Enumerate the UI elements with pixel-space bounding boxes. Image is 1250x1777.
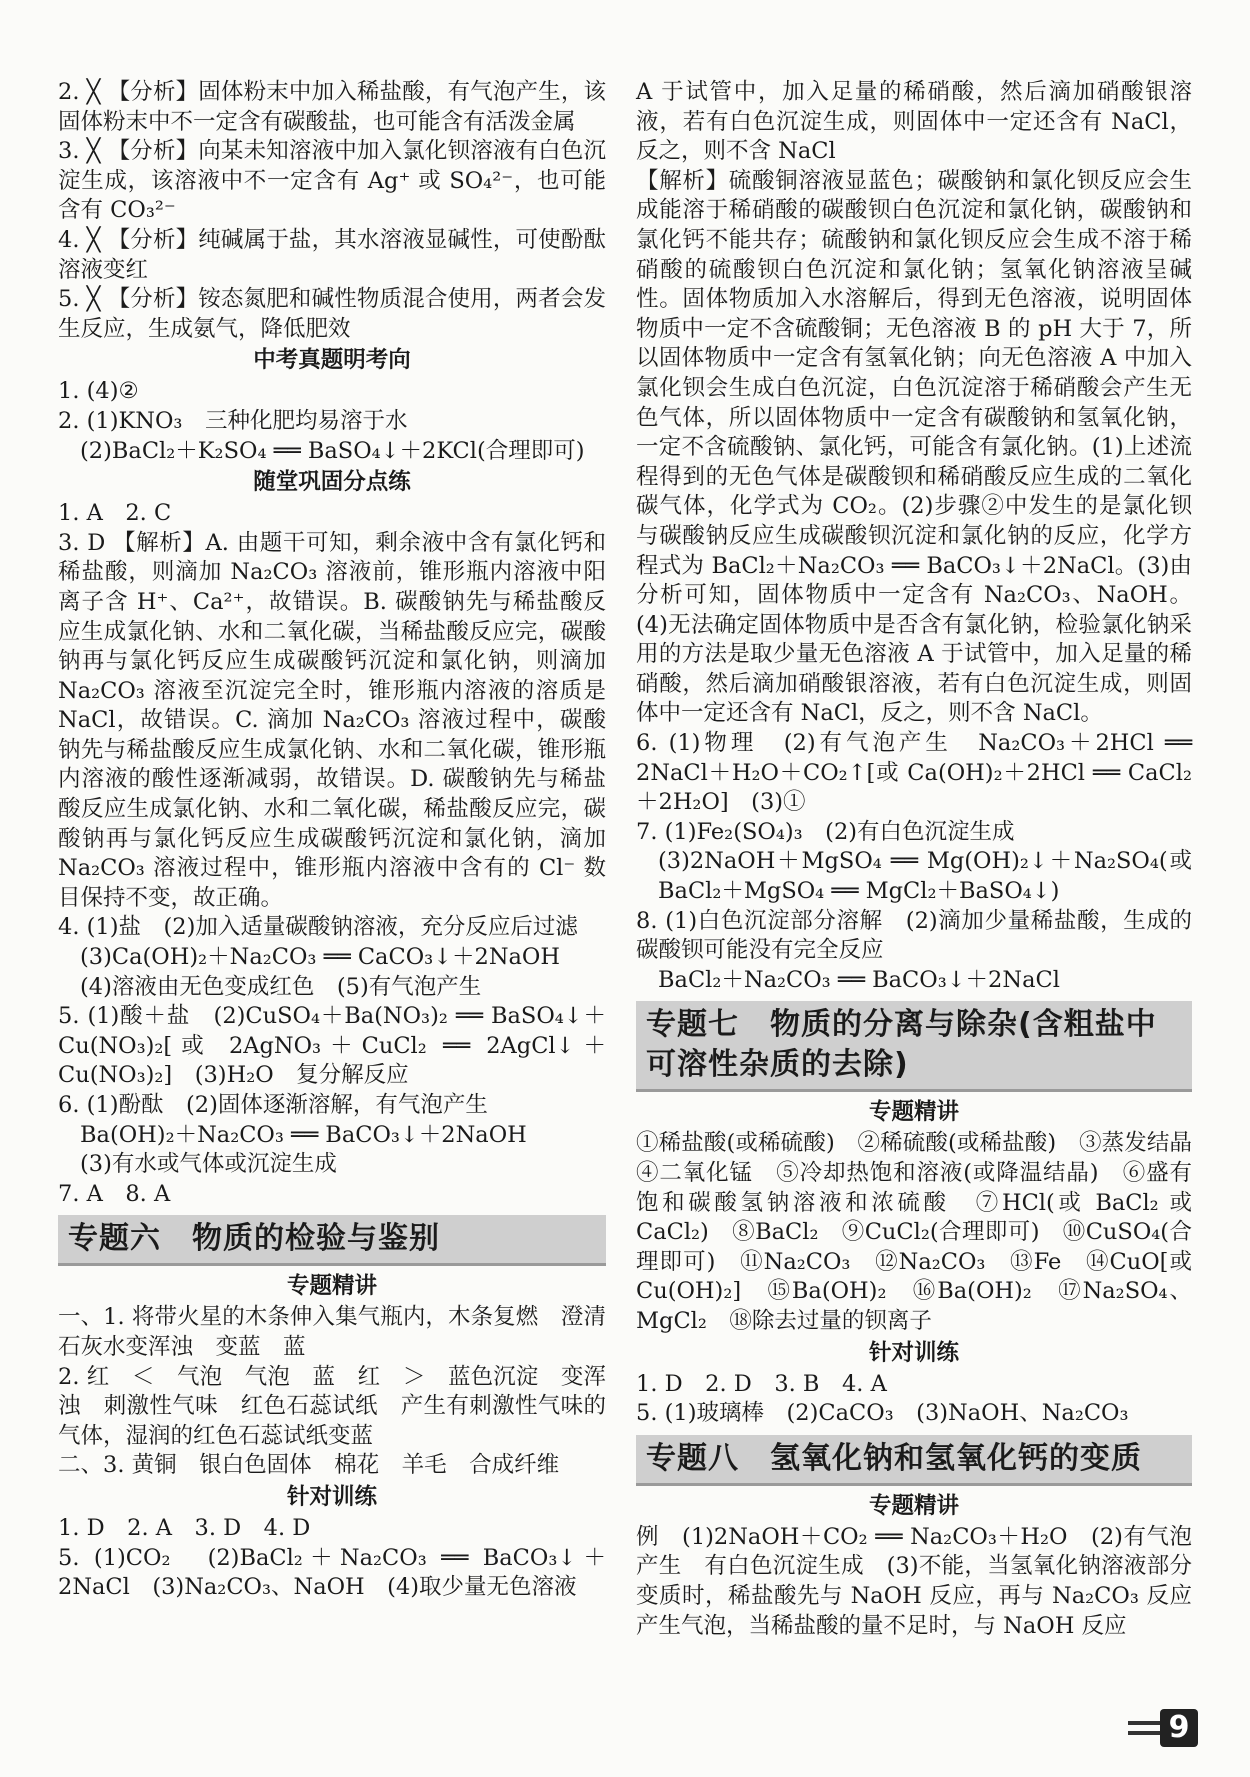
answer-paragraph: 1. A 2. C bbox=[58, 500, 172, 527]
right-column bbox=[636, 78, 1215, 1641]
answer-paragraph: ①稀盐酸(或稀硫酸) ②稀硫酸(或稀盐酸) ③蒸发结晶 ④二氧化锰 ⑤冷却热饱和溶液(或降温结晶) ⑥盛有饱和碳酸氢钠溶液和浓硫酸 ⑦HCl(或 BaCl₂ 或 CaCl₂) ⑧BaCl₂ ⑨CuCl₂(合理即可) ⑩CuSO₄(合理即可) ⑪Na₂CO₃ ⑫Na₂CO₃ ⑬Fe ⑭CuO[或Cu(OH)₂] ⑮Ba(OH)₂ ⑯Ba(OH)₂ ⑰Na₂SO₄、MgCl₂ ⑱除去过量的钡离子 bbox=[636, 1130, 1215, 1334]
answer-paragraph: 一、1. 将带火星的木条伸入集气瓶内，木条复燃 澄清石灰水变浑浊 变蓝 蓝 bbox=[58, 1304, 606, 1360]
answer-paragraph: 1. D 2. A 3. D 4. D bbox=[58, 1514, 311, 1541]
answer-paragraph: BaCl₂＋Na₂CO₃ ══ BaCO₃↓＋2NaCl bbox=[658, 966, 1060, 993]
subsection-heading: 针对训练 bbox=[286, 1483, 377, 1510]
subsection-heading: 专题精讲 bbox=[868, 1492, 959, 1519]
subsection-heading: 随堂巩固分点练 bbox=[253, 469, 411, 496]
answer-paragraph: 4. (1)盐 (2)加入适量碳酸钠溶液，充分反应后过滤 bbox=[58, 914, 578, 941]
page-number-decor bbox=[1128, 1731, 1160, 1735]
section-banner: 专题八 氢氧化钠和氢氧化钙的变质 bbox=[636, 1435, 1192, 1486]
answer-paragraph: A 于试管中，加入足量的稀硝酸，然后滴加硝酸银溶液，若有白色沉淀生成，则固体中一定还含有 NaCl，反之，则不含 NaCl bbox=[636, 79, 1192, 165]
page-number-decor bbox=[1128, 1721, 1160, 1725]
answer-paragraph: (3)有水或气体或沉淀生成 bbox=[80, 1151, 337, 1178]
answer-paragraph: (2)BaCl₂＋K₂SO₄ ══ BaSO₄↓＋2KCl(合理即可) bbox=[80, 437, 585, 464]
answer-paragraph: 3. D 【解析】A. 由题干可知，剩余液中含有氯化钙和稀盐酸，则滴加 Na₂CO₃ 溶液前，锥形瓶内溶液中阳离子含 H⁺、Ca²⁺，故错误。B. 碳酸钠先与稀盐酸反应生成氯化钠、水和二氧化碳，当稀盐酸反应完，碳酸钠再与氯化钙反应生成碳酸钙沉淀和氯化钠，则滴加 Na₂CO₃ 溶液至沉淀完全时，锥形瓶内溶液的溶质是 NaCl，故错误。C. 滴加 Na₂CO₃ 溶液过程中，碳酸钠先与稀盐酸反应生成氯化钠、水和二氧化碳，锥形瓶内溶液的酸性逐渐减弱，故错误。D. 碳酸钠先与稀盐酸反应生成氯化钠、水和二氧化碳，稀盐酸反应完，碳酸钠再与氯化钙反应生成碳酸钙沉淀和氯化钠，滴加 Na₂CO₃ 溶液过程中，锥形瓶内溶液中含有的 Cl⁻ 数目保持不变，故正确。 bbox=[58, 529, 606, 911]
answer-paragraph: 7. A 8. A bbox=[58, 1180, 171, 1207]
answer-paragraph: 【解析】硫酸铜溶液显蓝色；碳酸钠和氯化钡反应会生成能溶于稀硝酸的碳酸钡白色沉淀和氯化钠，碳酸钠和氯化钙不能共存；硫酸钠和氯化钡反应会生成不溶于稀硝酸的硫酸钡白色沉淀和氯化钠；氢氧化钠溶液呈碱性。固体物质加入水溶解后，得到无色溶液，说明固体物质中一定不含硫酸铜；无色溶液 B 的 pH 大于 7，所以固体物质中一定含有氢氧化钠；向无色溶液 A 中加入氯化钡会生成白色沉淀，白色沉淀溶于稀硝酸会产生无色气体，所以固体物质中一定含有碳酸钠和氢氧化钠，一定不含硫酸钠、氯化钙，可能含有氯化钠。(1)上述流程得到的无色气体是碳酸钡和稀硝酸反应生成的二氧化碳气体，化学式为 CO₂。(2)步骤②中发生的是氯化钡与碳酸钠反应生成碳酸钡沉淀和氯化钠的反应，化学方程式为 BaCl₂＋Na₂CO₃ ══ BaCO₃↓＋2NaCl。(3)由分析可知，固体物质中一定含有 Na₂CO₃、NaOH。(4)无法确定固体物质中是否含有氯化钠，检验氯化钠采用的方法是取少量无色溶液 A 于试管中，加入足量的稀硝酸，然后滴加硝酸银溶液，若有白色沉淀生成，则固体中一定还含有 NaCl，反之，则不含 NaCl。 bbox=[636, 167, 1192, 727]
answer-paragraph: 1. D 2. D 3. B 4. A bbox=[636, 1370, 887, 1397]
subsection-heading: 针对训练 bbox=[868, 1339, 959, 1366]
answer-paragraph: 2. 红 ＜ 气泡 气泡 蓝 红 ＞ 蓝色沉淀 变浑浊 刺激性气味 红色石蕊试纸 产生有刺激性气味的气体，湿润的红色石蕊试纸变蓝 bbox=[58, 1363, 606, 1449]
answer-paragraph: 4. ╳ 【分析】纯碱属于盐，其水溶液显碱性，可使酚酞溶液变红 bbox=[58, 226, 606, 283]
answer-paragraph: 1. (4)② bbox=[58, 378, 139, 405]
answer-paragraph: 2. ╳ 【分析】固体粉末中加入稀盐酸，有气泡产生，该固体粉末中不一定含有碳酸盐，也可能含有活泼金属 bbox=[58, 79, 606, 135]
answer-paragraph: 2. (1)KNO₃ 三种化肥均易溶于水 bbox=[58, 407, 408, 434]
section-banner: 专题六 物质的检验与鉴别 bbox=[58, 1215, 606, 1266]
answer-paragraph: 6. (1)酚酞 (2)固体逐渐溶解，有气泡产生 bbox=[58, 1092, 488, 1118]
subsection-heading: 专题精讲 bbox=[286, 1273, 377, 1300]
page-number: 9 bbox=[1160, 1709, 1198, 1747]
left-column bbox=[58, 78, 606, 1603]
answer-paragraph: (3)2NaOH＋MgSO₄ ══ Mg(OH)₂↓＋Na₂SO₄(或 BaCl₂＋MgSO₄ ══ MgCl₂＋BaSO₄↓) bbox=[658, 848, 1192, 905]
answer-paragraph: 5. (1)酸＋盐 (2)CuSO₄＋Ba(NO₃)₂ ══ BaSO₄↓＋Cu(NO₃)₂[或 2AgNO₃＋CuCl₂ ══ 2AgCl↓＋Cu(NO₃)₂] (3)H₂O 复分解反应 bbox=[58, 1003, 606, 1089]
answer-paragraph: 二、3. 黄铜 银白色固体 棉花 羊毛 合成纤维 bbox=[58, 1452, 560, 1479]
section-banner: 专题七 物质的分离与除杂(含粗盐中可溶性杂质的去除) bbox=[636, 1001, 1192, 1092]
answer-paragraph: (3)Ca(OH)₂＋Na₂CO₃ ══ CaCO₃↓＋2NaOH bbox=[80, 944, 560, 971]
answer-paragraph: 3. ╳ 【分析】向某未知溶液中加入氯化钡溶液有白色沉淀生成，该溶液中不一定含有 Ag⁺ 或 SO₄²⁻，也可能含有 CO₃²⁻ bbox=[58, 138, 606, 224]
answer-paragraph: 5. (1)玻璃棒 (2)CaCO₃ (3)NaOH、Na₂CO₃ bbox=[636, 1400, 1129, 1427]
answer-paragraph: 5. (1)CO₂ (2)BaCl₂＋Na₂CO₃ ══ BaCO₃↓＋2NaCl (3)Na₂CO₃、NaOH (4)取少量无色溶液 bbox=[58, 1544, 606, 1601]
subsection-heading: 中考真题明考向 bbox=[253, 347, 411, 374]
answer-paragraph: 例 (1)2NaOH＋CO₂ ══ Na₂CO₃＋H₂O (2)有气泡产生 有白色沉淀生成 (3)不能，当氢氧化钠溶液部分变质时，稀盐酸先与 NaOH 反应，再与 Na₂CO₃ 反应产生气泡，当稀盐酸的量不足时，与 NaOH 反应 bbox=[636, 1523, 1192, 1639]
answer-paragraph: (4)溶液由无色变成红色 (5)有气泡产生 bbox=[80, 973, 482, 1000]
answer-paragraph: 7. (1)Fe₂(SO₄)₃ (2)有白色沉淀生成 bbox=[636, 818, 1015, 845]
answer-paragraph: 8. (1)白色沉淀部分溶解 (2)滴加少量稀盐酸，生成的碳酸钡可能没有完全反应 bbox=[636, 907, 1192, 964]
subsection-heading: 专题精讲 bbox=[868, 1099, 959, 1126]
answer-paragraph: 5. ╳ 【分析】铵态氮肥和碱性物质混合使用，两者会发生反应，生成氨气，降低肥效 bbox=[58, 286, 606, 342]
page-number-badge bbox=[1128, 1709, 1198, 1749]
answer-paragraph: Ba(OH)₂＋Na₂CO₃ ══ BaCO₃↓＋2NaOH bbox=[80, 1121, 527, 1148]
answer-paragraph: 6. (1)物理 (2)有气泡产生 Na₂CO₃＋2HCl ══ 2NaCl＋H₂O＋CO₂↑[或 Ca(OH)₂＋2HCl ══ CaCl₂＋2H₂O] (3)① bbox=[636, 730, 1192, 816]
